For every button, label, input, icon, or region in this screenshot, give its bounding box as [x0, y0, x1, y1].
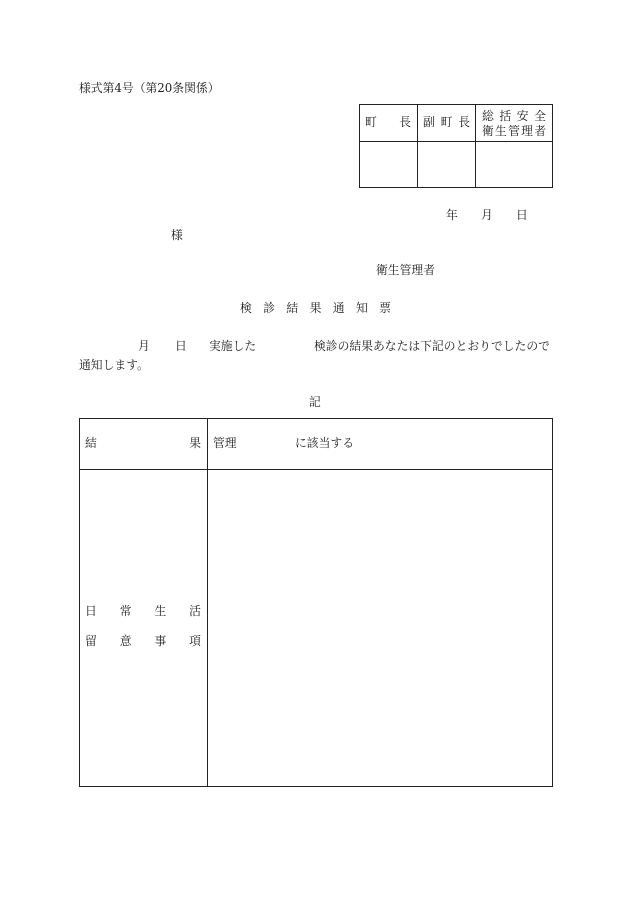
label-char: 括 — [499, 109, 512, 123]
label-char: 全 — [534, 109, 546, 123]
label-char: 項 — [189, 634, 201, 648]
label-char: 衛 — [482, 124, 494, 138]
document-title — [240, 301, 391, 315]
body-sentence-end: 通知します。 — [79, 358, 149, 372]
date-day: 日 — [516, 208, 528, 222]
label-char: 町 — [365, 115, 377, 129]
result-label — [85, 436, 201, 450]
management-prefix: 管理 — [213, 436, 237, 450]
addressee-suffix: 様 — [171, 228, 183, 242]
note-heading: 記 — [309, 395, 321, 409]
label-char: 通 — [332, 301, 345, 315]
approval-header-manager-line2 — [482, 124, 546, 138]
daily-life-label-line1 — [85, 604, 201, 618]
label-char: 票 — [379, 301, 391, 315]
label-char: 町 — [440, 115, 453, 129]
approval-header-deputy-mayor — [423, 115, 470, 129]
label-char: 意 — [119, 634, 132, 648]
approval-stamp-box-deputy-mayor — [418, 142, 475, 187]
label-char: 結 — [286, 301, 299, 315]
sender: 衛生管理者 — [376, 263, 435, 277]
label-char: 知 — [355, 301, 368, 315]
label-char: 副 — [423, 115, 435, 129]
approval-stamp-box-manager — [476, 142, 552, 187]
management-suffix: に該当する — [295, 436, 354, 450]
label-char: 診 — [263, 301, 275, 315]
label-char: 留 — [85, 634, 97, 648]
body-month: 月 — [138, 339, 150, 353]
label-char: 理 — [521, 124, 533, 138]
label-char: 果 — [189, 436, 201, 450]
label-char: 日 — [85, 604, 97, 618]
form-number: 様式第4号（第20条関係） — [79, 81, 220, 95]
date-month: 月 — [481, 208, 493, 222]
label-char: 事 — [154, 634, 167, 648]
label-char: 管 — [508, 124, 520, 138]
label-char: 常 — [119, 604, 132, 618]
approval-header-mayor — [365, 115, 411, 129]
body-sentence: 検診の結果あなたは下記のとおりでしたので — [314, 339, 550, 353]
label-char: 安 — [516, 109, 529, 123]
label-char: 生 — [154, 604, 167, 618]
body-day: 日 — [175, 339, 187, 353]
approval-header-manager-line1 — [482, 109, 546, 123]
label-char: 結 — [85, 436, 97, 450]
approval-stamp-box-mayor — [360, 142, 417, 187]
label-char: 検 — [240, 301, 252, 315]
daily-life-notes-cell — [208, 470, 552, 786]
label-char: 長 — [458, 115, 470, 129]
daily-life-label-line2 — [85, 634, 201, 648]
label-char: 者 — [534, 124, 546, 138]
label-char: 総 — [482, 109, 494, 123]
label-char: 果 — [309, 301, 322, 315]
label-char: 活 — [189, 604, 201, 618]
label-char: 生 — [495, 124, 507, 138]
label-char: 長 — [399, 115, 411, 129]
body-conducted: 実施した — [209, 339, 257, 353]
date-year: 年 — [446, 208, 458, 222]
